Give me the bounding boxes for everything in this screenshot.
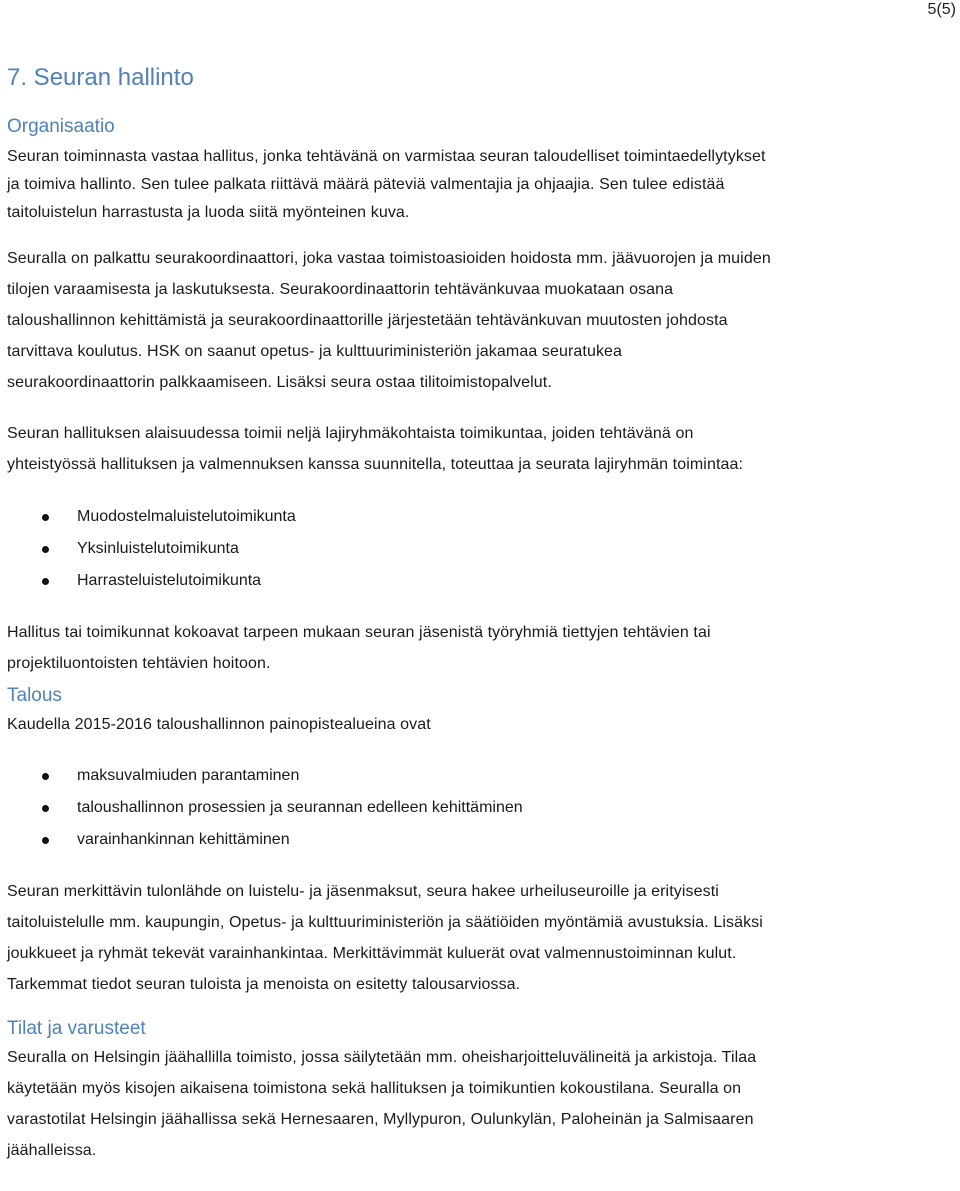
page-number: 5(5) xyxy=(927,1,956,18)
bullet-icon xyxy=(42,578,49,585)
text-line: ja toimiva hallinto. Sen tulee palkata riittävä määrä päteviä valmentajia ja ohjaajia. Sen tulee edistää xyxy=(7,176,725,193)
list-item: Harrasteluistelutoimikunta xyxy=(7,565,957,597)
text-line: tilojen varaamisesta ja laskutuksesta. Seurakoordinaattorin tehtävänkuvaa muokataan osana xyxy=(7,281,674,298)
list-item: varainhankinnan kehittäminen xyxy=(7,824,957,856)
text-line: tarvittava koulutus. HSK on saanut opetus- ja kulttuuriministeriön jakamaa seuratukea xyxy=(7,343,623,360)
heading-organisaatio: Organisaatio xyxy=(7,116,115,137)
page-content xyxy=(7,62,957,1166)
text-line: yhteistyössä hallituksen ja valmennuksen kanssa suunnitella, toteuttaa ja seurata lajiryhmän toimintaa: xyxy=(7,456,744,473)
list-item: taloushallinnon prosessien ja seurannan edelleen kehittäminen xyxy=(7,792,957,824)
bullet-icon xyxy=(42,837,49,844)
bullet-icon xyxy=(42,805,49,812)
text-line: Tarkemmat tiedot seuran tuloista ja menoista on esitetty talousarviossa. xyxy=(7,976,521,993)
chapter-title: 7. Seuran hallinto xyxy=(7,64,194,91)
organisaatio-paragraph-3 xyxy=(7,418,957,480)
text-line: Seuralla on Helsingin jäähallilla toimisto, jossa säilytetään mm. oheisharjoitteluvälineitä ja arkistoja. Tilaa xyxy=(7,1049,757,1066)
text-line: käytetään myös kisojen aikaisena toimistona sekä hallituksen ja toimikuntien kokoustilana. Seuralla on xyxy=(7,1080,742,1097)
bullet-icon xyxy=(42,546,49,553)
heading-tilat-ja-varusteet: Tilat ja varusteet xyxy=(7,1018,146,1039)
text-line: joukkueet ja ryhmät tekevät varainhankintaa. Merkittävimmät kuluerät ovat valmennustoiminnan kulut. xyxy=(7,945,737,962)
text-line: taitoluistelun harrastusta ja luoda siitä myönteinen kuva. xyxy=(7,204,410,221)
text-line: Hallitus tai toimikunnat kokoavat tarpeen mukaan seuran jäsenistä työryhmiä tiettyjen tehtävien tai xyxy=(7,624,711,641)
talous-intro: Kaudella 2015-2016 taloushallinnon painopistealueina ovat xyxy=(7,716,431,733)
committee-list xyxy=(7,501,957,597)
list-item: maksuvalmiuden parantaminen xyxy=(7,760,957,792)
text-line: Seuran hallituksen alaisuudessa toimii neljä lajiryhmäkohtaista toimikuntaa, joiden tehtävänä on xyxy=(7,425,694,442)
finance-priorities-list xyxy=(7,760,957,856)
list-item: Muodostelmaluistelutoimikunta xyxy=(7,501,957,533)
text-line: Seuralla on palkattu seurakoordinaattori, joka vastaa toimistoasioiden hoidosta mm. jäävuorojen ja muiden xyxy=(7,250,771,267)
organisaatio-paragraph-1 xyxy=(7,144,957,225)
text-line: varastotilat Helsingin jäähallissa sekä Hernesaaren, Myllypuron, Oulunkylän, Paloheinän ja Salmisaaren xyxy=(7,1111,754,1128)
text-line: seurakoordinaattorin palkkaamiseen. Lisäksi seura ostaa tilitoimistopalvelut. xyxy=(7,374,552,391)
tilat-paragraph xyxy=(7,1042,957,1166)
text-line: projektiluontoisten tehtävien hoitoon. xyxy=(7,655,271,672)
text-line: taitoluistelulle mm. kaupungin, Opetus- ja kulttuuriministeriön ja säätiöiden myöntämiä avustuksia. Lisäksi xyxy=(7,914,763,931)
list-item: Yksinluistelutoimikunta xyxy=(7,533,957,565)
organisaatio-paragraph-4 xyxy=(7,617,957,679)
organisaatio-paragraph-2 xyxy=(7,243,957,398)
bullet-icon xyxy=(42,773,49,780)
text-line: taloushallinnon kehittämistä ja seurakoordinaattorille järjestetään tehtävänkuvan muutosten johdosta xyxy=(7,312,728,329)
text-line: Seuran toiminnasta vastaa hallitus, jonka tehtävänä on varmistaa seuran taloudelliset toimintaedellytykset xyxy=(7,148,766,165)
talous-paragraph xyxy=(7,876,957,1000)
heading-talous: Talous xyxy=(7,685,62,706)
text-line: jäähalleissa. xyxy=(7,1142,97,1159)
text-line: Seuran merkittävin tulonlähde on luistelu- ja jäsenmaksut, seura hakee urheiluseuroille ja erityisesti xyxy=(7,883,719,900)
bullet-icon xyxy=(42,514,49,521)
